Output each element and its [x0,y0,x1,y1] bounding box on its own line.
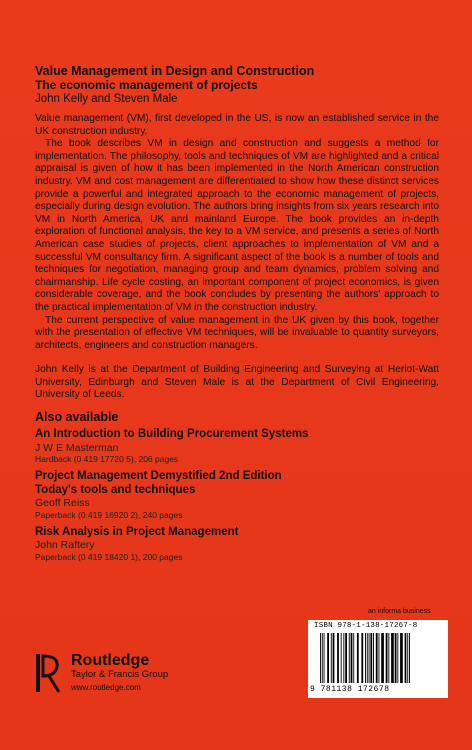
also-available-heading: Also available [35,410,119,425]
book-title: Value Management in Design and Construction [35,64,315,78]
barcode-bar [381,633,384,683]
barcode-bar [395,633,397,683]
related-book-title: Project Management Demystified 2nd Edition Today's tools and techniques [35,470,282,496]
barcode-bar [324,633,325,683]
barcode-bar [391,633,394,683]
barcode-bar [370,633,372,683]
barcode-bar [343,633,344,683]
related-book [35,526,439,563]
barcode-bar [407,633,408,683]
cover-text [35,64,439,568]
barcode-bar [388,633,389,683]
barcode-bar [379,633,380,683]
barcode-bar [341,633,342,683]
routledge-logo-icon [35,652,65,694]
barcode-bar [361,633,363,683]
barcode-bar [405,633,407,683]
barcode-bar [333,633,335,683]
barcode-bar [353,633,354,683]
related-book-title: Risk Analysis in Project Management [35,525,239,538]
barcode-bar [345,633,347,683]
book-subtitle: The economic management of projects [35,78,258,92]
description-paragraph: The book describes VM in design and construction and suggests a method for implementation. The philosophy, tools and techniques of VM are highlighted and a critical appraisal is given of how it has been implemented in the North American construction industry. VM and cost management are differentiated to show how these distinct services provide a powerful and integrated approach to the economic management of projects, especially during design evolution. The authors bring insights from six years research into VM in North America, UK and mainland Europe. The book provides an in-depth exploration of functional analysis, the key to a VM service, and presents a series of North American case studies of projects, client approaches to implementation of VM and a successful VM consultancy firm. A significant aspect of the book is a number of tools and techniques for negotiation, managing group and team dynamics, problem solving and chairmanship. Life cycle costing, an important component of project economics, is given considerable coverage, and the book concludes by presenting the authors' approach to the practical implementation of VM in the construction industry. [35,138,439,313]
barcode-bar [376,633,378,683]
publisher-group: Taylor & Francis Group [71,669,169,680]
publisher-block [35,652,168,694]
barcode-bar [369,633,370,683]
barcode-bar [337,633,339,683]
barcode-bar [322,633,323,683]
barcode-bar [331,633,332,683]
informa-label: an informa business [368,608,431,615]
related-book-title: An Introduction to Building Procurement Systems [35,428,309,441]
barcode-bar [367,633,368,683]
description-paragraph: Value management (VM), first developed in the US, is now an established service in the UK construction industry. [35,113,439,137]
barcode-bar [349,633,350,683]
related-book-author: John Raftery [35,539,95,552]
isbn-label: ISBN 978-1-138-17267-8 [314,622,418,630]
publisher-name: Routledge [71,652,150,669]
barcode-bar [400,633,403,683]
related-book-author: Geoff Reiss [35,497,90,510]
related-book-details: Hardback (0 419 17720 5), 206 pages [35,454,179,465]
related-book-author: J W E Masterman [35,441,119,454]
barcode-bar [365,633,366,683]
barcode-bar [409,633,410,683]
barcode-bar [357,633,359,683]
barcode-bar [373,633,374,683]
barcode-bar [351,633,353,683]
barcode [308,620,448,698]
related-book [35,470,439,521]
barcode-number: 9 781138 172678 [310,685,390,694]
barcode-bar [386,633,388,683]
related-book-details: Paperback (0 419 18420 1), 200 pages [35,551,183,562]
related-book-details: Paperback (0 419 16920 2), 240 pages [35,509,183,520]
about-authors: John Kelly is at the Department of Building Engineering and Surveying at Heriot-Watt University, Edinburgh and Steven Male is at the Department of Civil Engineering, University of Leeds. [35,364,439,401]
publisher-url[interactable]: www.routledge.com [71,683,141,692]
barcode-bar [320,633,321,683]
related-book [35,428,439,465]
description-paragraph: The current perspective of value management in the UK given by this book, together with the presentation of effective VM techniques, will be invaluable to quantity surveyors, architects, engineers and construction managers. [35,314,439,351]
barcode-bar [397,633,398,683]
book-authors: John Kelly and Steven Male [35,93,178,105]
barcode-bar [327,633,329,683]
